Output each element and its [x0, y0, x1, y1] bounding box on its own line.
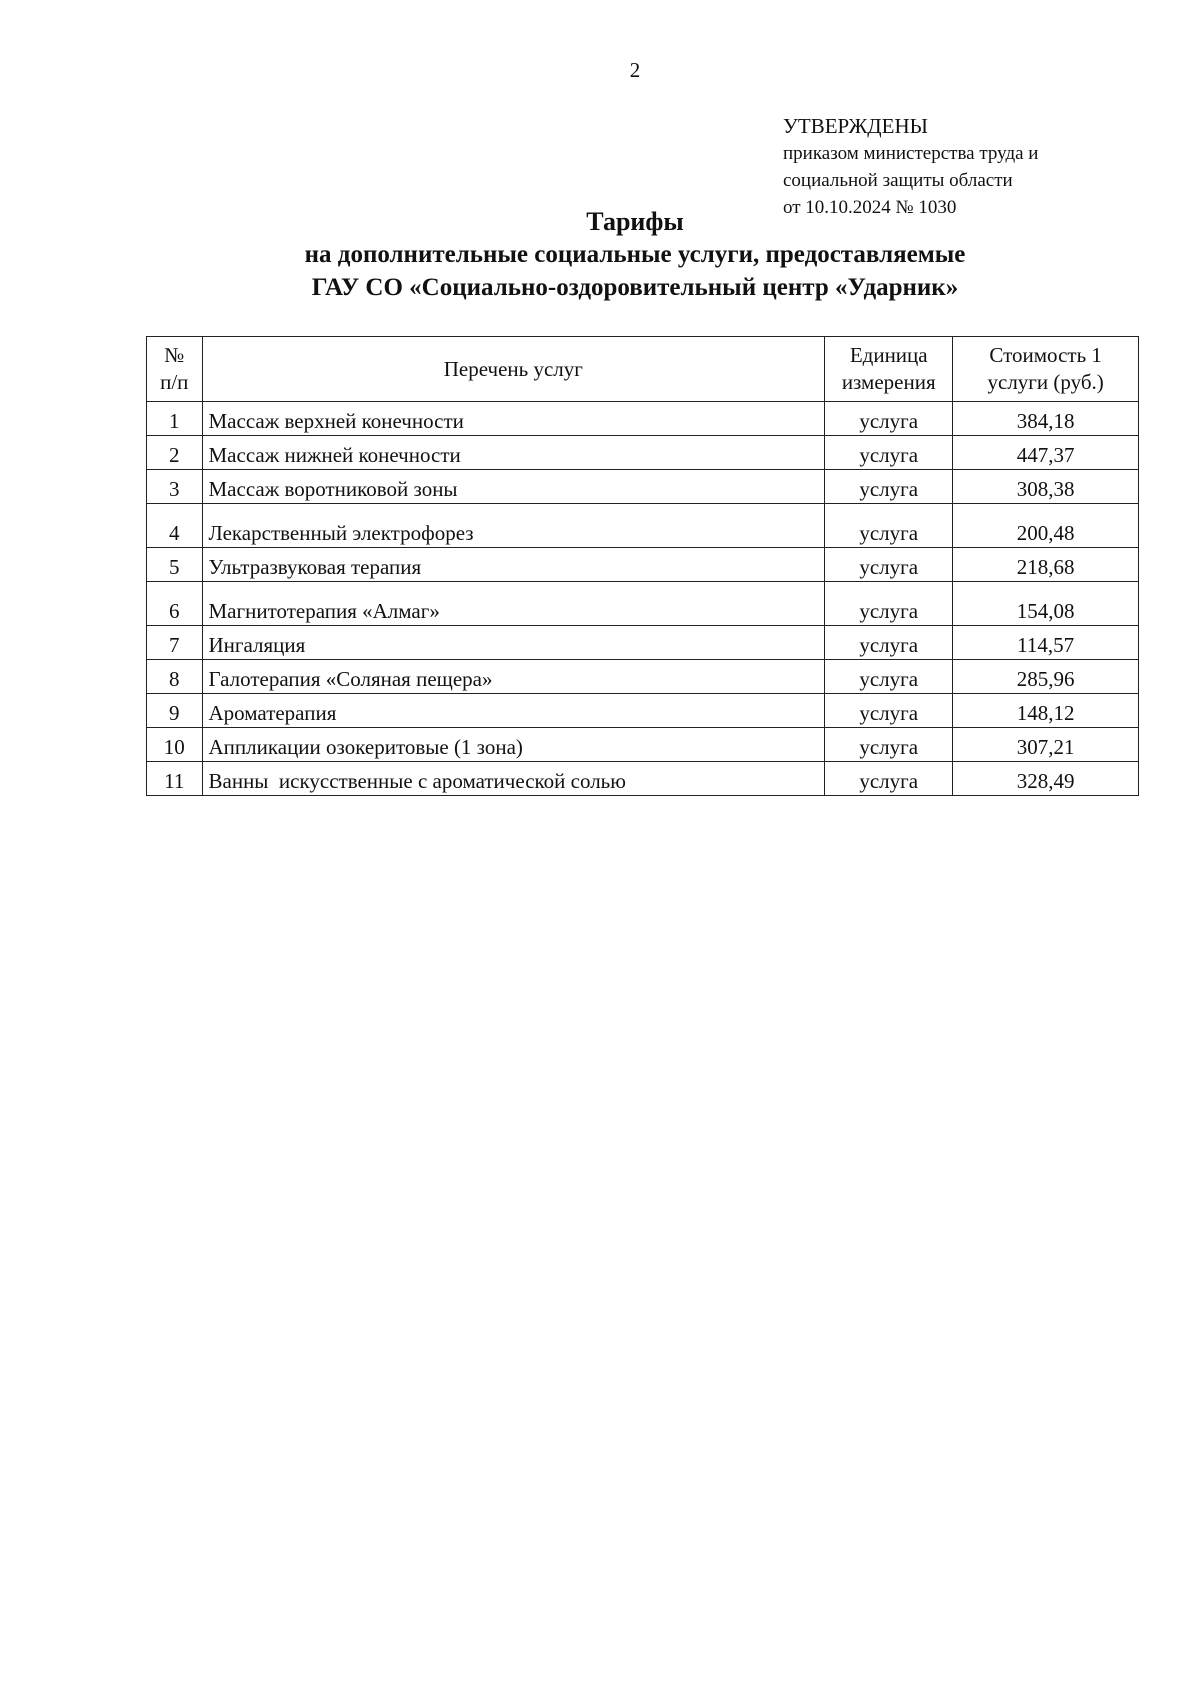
row-unit: услуга	[825, 470, 953, 504]
row-service: Ультразвуковая терапия	[202, 548, 825, 582]
row-number: 11	[147, 762, 203, 796]
row-price: 200,48	[953, 504, 1139, 548]
header-price-line-1: Стоимость 1	[989, 343, 1102, 367]
row-number: 7	[147, 626, 203, 660]
approval-line-2: социальной защиты области	[783, 170, 1013, 191]
row-price: 114,57	[953, 626, 1139, 660]
header-price	[953, 337, 1139, 402]
row-unit: услуга	[825, 762, 953, 796]
row-service: Массаж верхней конечности	[202, 402, 825, 436]
header-number	[147, 337, 203, 402]
row-number: 5	[147, 548, 203, 582]
header-price-line-2: услуги (руб.)	[987, 370, 1104, 394]
header-service: Перечень услуг	[202, 337, 825, 402]
table-row	[147, 402, 1139, 436]
row-unit: услуга	[825, 660, 953, 694]
row-service: Ингаляция	[202, 626, 825, 660]
header-unit-line-2: измерения	[841, 370, 936, 394]
row-number: 2	[147, 436, 203, 470]
row-price: 154,08	[953, 582, 1139, 626]
row-unit: услуга	[825, 436, 953, 470]
row-unit: услуга	[825, 548, 953, 582]
row-service: Галотерапия «Соляная пещера»	[202, 660, 825, 694]
tariff-table	[146, 336, 1139, 796]
table-row	[147, 470, 1139, 504]
row-price: 148,12	[953, 694, 1139, 728]
approval-line-3: от 10.10.2024 № 1030	[783, 197, 957, 218]
row-service: Лекарственный электрофорез	[202, 504, 825, 548]
header-number-abbr: п/п	[160, 370, 189, 394]
table-row	[147, 762, 1139, 796]
row-service: Ванны искусственные с ароматической солью	[202, 762, 825, 796]
row-unit: услуга	[825, 694, 953, 728]
table-row	[147, 548, 1139, 582]
row-number: 6	[147, 582, 203, 626]
row-price: 384,18	[953, 402, 1139, 436]
header-number-symbol: №	[164, 343, 185, 367]
row-unit: услуга	[825, 626, 953, 660]
page-number: 2	[629, 58, 641, 82]
row-service: Аппликации озокеритовые (1 зона)	[202, 728, 825, 762]
table-row	[147, 436, 1139, 470]
row-price: 307,21	[953, 728, 1139, 762]
row-number: 1	[147, 402, 203, 436]
row-number: 10	[147, 728, 203, 762]
document-title	[190, 205, 1080, 304]
row-service: Магнитотерапия «Алмаг»	[202, 582, 825, 626]
row-service: Массаж воротниковой зоны	[202, 470, 825, 504]
title-line-1: Тарифы	[586, 207, 684, 236]
row-price: 218,68	[953, 548, 1139, 582]
row-number: 4	[147, 504, 203, 548]
table-row	[147, 504, 1139, 548]
row-price: 285,96	[953, 660, 1139, 694]
row-unit: услуга	[825, 402, 953, 436]
row-unit: услуга	[825, 504, 953, 548]
header-unit-line-1: Единица	[849, 343, 928, 367]
row-unit: услуга	[825, 582, 953, 626]
row-service: Массаж нижней конечности	[202, 436, 825, 470]
table-row	[147, 694, 1139, 728]
title-line-2: на дополнительные социальные услуги, предоставляемые	[304, 241, 966, 268]
row-number: 8	[147, 660, 203, 694]
row-price: 447,37	[953, 436, 1139, 470]
table-header-row	[147, 337, 1139, 402]
row-number: 3	[147, 470, 203, 504]
row-unit: услуга	[825, 728, 953, 762]
row-service: Ароматерапия	[202, 694, 825, 728]
row-price: 308,38	[953, 470, 1139, 504]
row-price: 328,49	[953, 762, 1139, 796]
row-number: 9	[147, 694, 203, 728]
table-row	[147, 626, 1139, 660]
table-row	[147, 728, 1139, 762]
title-line-3: ГАУ СО «Социально-оздоровительный центр «Ударник»	[311, 274, 959, 301]
header-unit	[825, 337, 953, 402]
approval-heading: УТВЕРЖДЕНЫ	[783, 114, 928, 138]
table-row	[147, 582, 1139, 626]
table-row	[147, 660, 1139, 694]
approval-line-1: приказом министерства труда и	[783, 143, 1039, 164]
